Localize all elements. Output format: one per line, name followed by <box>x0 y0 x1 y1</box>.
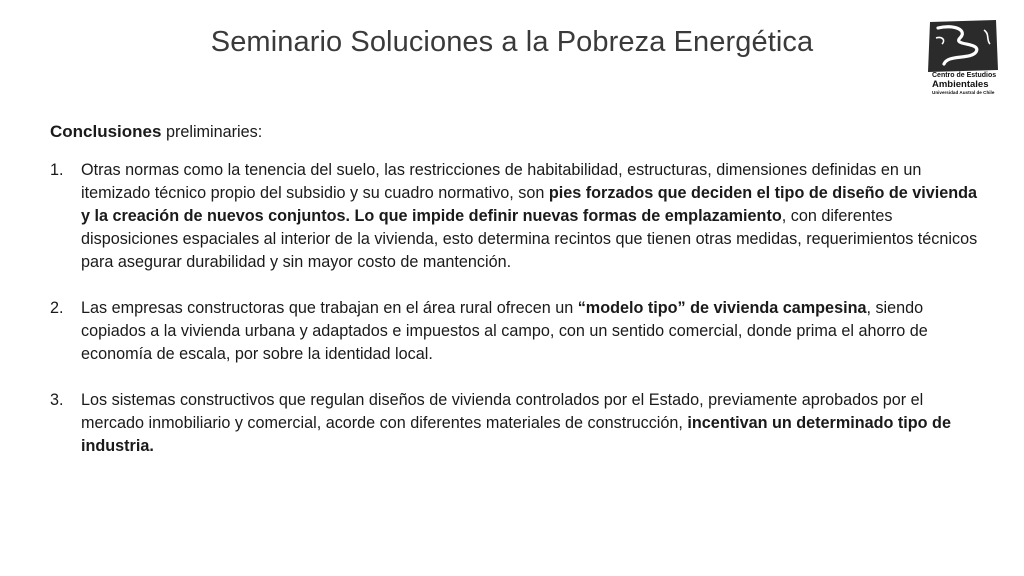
logo-line2: Ambientales <box>932 79 989 90</box>
list-item <box>50 159 990 274</box>
list-item-number: 3. <box>50 391 64 409</box>
section-heading-bold: Conclusiones <box>50 122 162 141</box>
list-item-text: , con diferentes disposiciones espaciales al interior de la vivienda, esto determina recintos que tienen otras medidas, requerimientos técnicos para asegurar durabilidad y sin mayor costo de mantención. <box>81 207 978 271</box>
slide-content <box>50 120 990 481</box>
list-item-text: Otras normas como la tenencia del suelo, las restricciones de habitabilidad, estructuras, dimensiones definidas en un itemizado técnico propio del subsidio y su cuadro normativo, son <box>81 161 922 202</box>
list-item-number: 1. <box>50 161 64 179</box>
list-item-bold-text: “modelo tipo” de vivienda campesina <box>577 299 867 317</box>
slide-title: Seminario Soluciones a la Pobreza Energética <box>210 26 814 58</box>
list-item <box>50 297 990 366</box>
list-item-bold-text: pies forzados que deciden el tipo de diseño de vivienda y la creación de nuevos conjuntos. Lo que impide definir nuevas formas de emplazamiento <box>81 184 978 225</box>
logo-text <box>932 72 1004 96</box>
section-heading <box>50 120 990 144</box>
list-item-text: , siendo copiados a la vivienda urbana y adaptados e impuestos al campo, con un sentido comercial, donde prima el ahorro de economía de escala, por sobre la identidad local. <box>81 299 928 363</box>
list-item <box>50 389 990 458</box>
logo-line1: Centro de Estudios <box>932 72 997 79</box>
logo-line3: Universidad Austral de Chile <box>932 90 995 95</box>
list-item-number: 2. <box>50 299 64 317</box>
section-heading-rest: preliminaries: <box>161 123 263 141</box>
list-item-text: Los sistemas constructivos que regulan diseños de vivienda controlados por el Estado, previamente aprobados por el mercado inmobiliario y comercial, acorde con diferentes materiales de construcción, <box>81 391 924 432</box>
list-item-text: Las empresas constructoras que trabajan en el área rural ofrecen un <box>81 299 578 317</box>
river-emblem-icon <box>924 18 1002 74</box>
list-item-bold-text: incentivan un determinado tipo de industria. <box>81 414 951 455</box>
